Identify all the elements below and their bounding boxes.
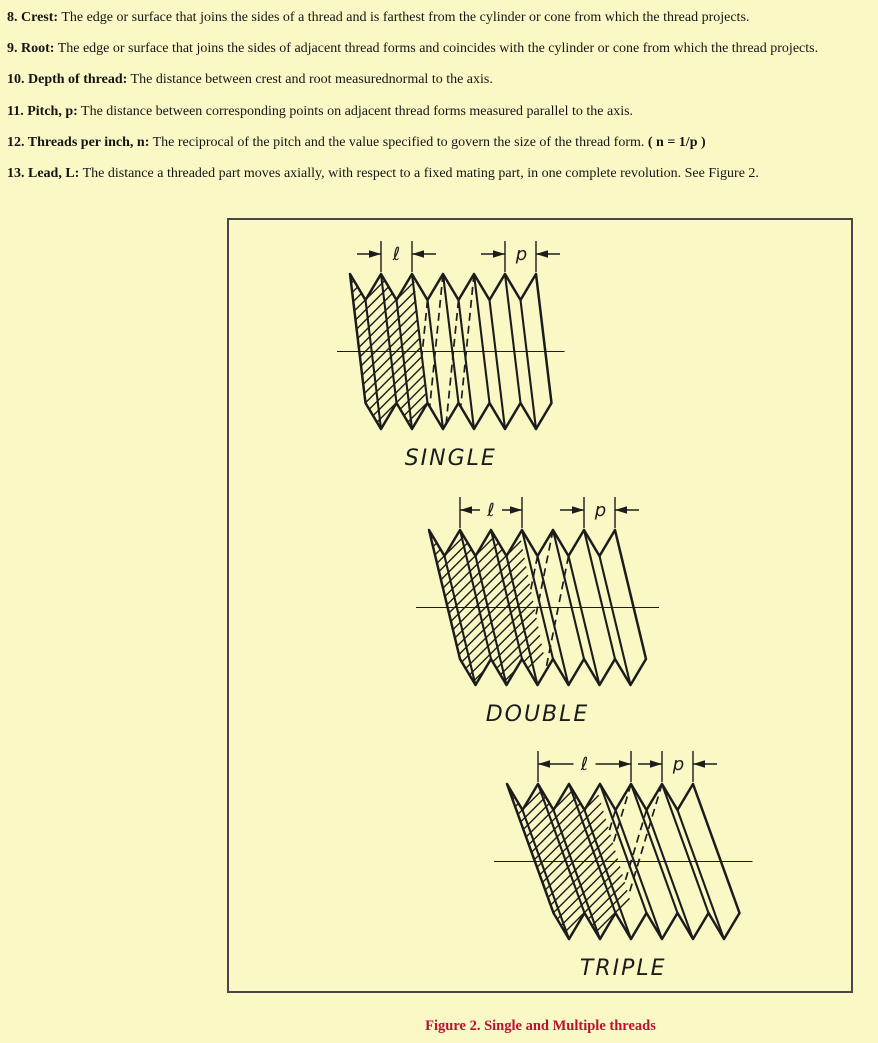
hidden-thread-lines: [609, 784, 662, 895]
definition-item: [7, 127, 878, 158]
hidden-thread-lines: [531, 530, 569, 667]
thread-diagram-single: [229, 241, 565, 471]
definition-term: 10. Depth of thread:: [7, 72, 128, 88]
definition-item: [7, 158, 878, 189]
definition-term: 9. Root:: [7, 41, 55, 57]
definition-item: [7, 64, 878, 95]
definition-text: The distance between crest and root measurednormal to the axis.: [130, 72, 493, 88]
lead-dimension-label: ℓ: [487, 500, 495, 521]
lead-dimension-label: ℓ: [392, 244, 401, 265]
definition-formula: ( n = 1/p ): [647, 134, 706, 150]
definition-item: [7, 2, 878, 33]
thread-type-label: TRIPLE: [579, 956, 667, 981]
thread-type-label: DOUBLE: [485, 702, 590, 727]
figure-svg: [229, 220, 851, 991]
definitions-list: [7, 2, 878, 189]
thread-diagram-double: [274, 497, 659, 727]
definition-text: The reciprocal of the pitch and the value specified to govern the size of the thread form.: [152, 134, 645, 150]
definition-text: The edge or surface that joins the sides of a thread and is farthest from the cylinder or cone from which the thread projects.: [61, 10, 750, 25]
definition-term: 11. Pitch, p:: [7, 103, 78, 119]
pitch-dimension-label: p: [594, 500, 607, 521]
definition-term: 13. Lead, L:: [7, 165, 80, 181]
pitch-dimension-label: p: [672, 754, 685, 775]
thread-type-label: SINGLE: [404, 446, 497, 471]
definition-text: The edge or surface that joins the sides of adjacent thread forms and coincides with the cylinder or cone from which the thread projects.: [57, 41, 819, 57]
definition-term: 12. Threads per inch, n:: [7, 134, 150, 150]
lead-dimension-label: ℓ: [580, 754, 589, 775]
definition-text: The distance a threaded part moves axially, with respect to a fixed mating part, in one complete revolution. See Figure 2.: [82, 165, 759, 181]
figure-caption: Figure 2. Single and Multiple threads: [425, 1018, 656, 1034]
pitch-dimension-label: p: [515, 244, 528, 265]
definition-item: [7, 96, 878, 127]
thread-diagram-triple: [352, 751, 753, 981]
definition-text: The distance between corresponding points on adjacent thread forms measured parallel to the axis.: [81, 103, 634, 119]
definition-item: [7, 33, 878, 64]
figure-box: [227, 218, 853, 993]
definition-term: 8. Crest:: [7, 10, 59, 25]
